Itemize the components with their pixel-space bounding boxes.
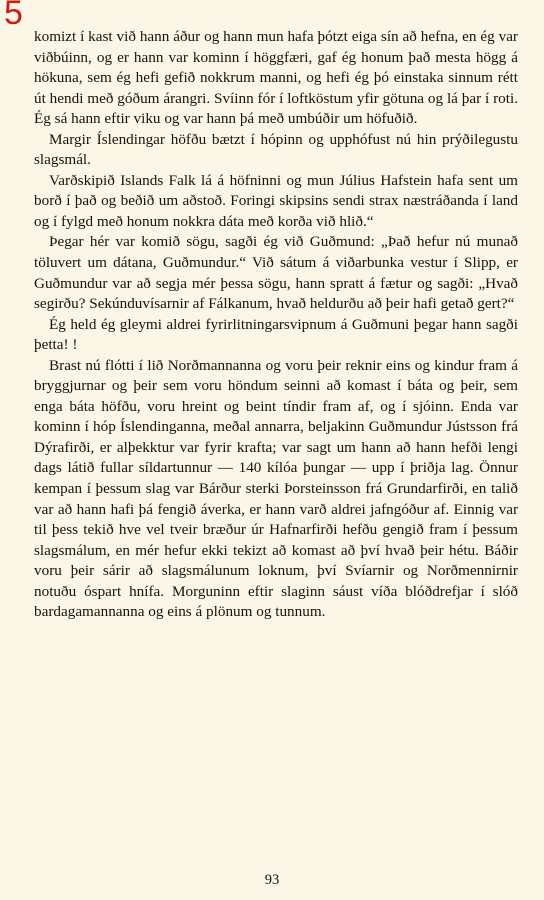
body-text xyxy=(34,27,518,623)
page-marker-number: 5 xyxy=(4,0,23,32)
paragraph-4: Þegar hér var komið sögu, sagði ég við Guðmund: „Það hefur nú munað töluvert um dátana, Guðmundur.“ Við sátum á viðarbunka vestur í Slipp, er Guðmundur var að segja mér þessa sögu, hann spratt á fætur og sagði: „Hvað segirðu? Sekúnduvísarnir af Fálkanum, hvað heldurðu að þeir hafi getað gert?“ xyxy=(34,233,518,313)
paragraph-3: Varðskipið Islands Falk lá á höfninni og mun Július Hafstein hafa sent um borð í það og beðið um aðstoð. Foringi skipsins sendi strax næstráðanda í land og í fylgd með honum nokkra dáta með korða við hlið.“ xyxy=(34,171,518,230)
paragraph-6: Brast nú flótti í lið Norðmannanna og voru þeir reknir eins og kindur fram á bryggjurnar og þeir sem voru höndum seinni að komast í báta og þeir, sem enga báta höfðu, voru hreint og beint tíndir fram af, og í sjóinn. Enda var kominn í hóp Íslendinganna, meðal annarra, beljakinn Guðmundur Jústsson frá Dýrafirði, er alþekktur var fyrir krafta; var sagt um hann að hann hefði lengi dags látið fullar síldartunnur — 140 kílóa þungar — upp í þriðja lag. Önnur kempan í þessum slag var Bárður sterki Þorsteinsson frá Grundarfirði, en talið var að hann hafi þá fengið áverka, er hann varð aldrei jafngóður af. Einnig var til þess tekið hve vel tveir bræður úr Hafnarfirði hefðu gengið fram í þessum slagsmálum, en mér hefur ekki tekizt að komast að því hvað þeir hétu. Báðir voru þeir sárir að slagsmálunum loknum, því Svíarnir og Norðmennirnir notuðu óspart hnífa. Morguninn eftir slaginn sáust víða blóðdrefjar í slóð bardagamannanna og eins á plönum og tunnum. xyxy=(34,356,518,621)
paragraph-2: Margir Íslendingar höfðu bætzt í hópinn og upphófust nú hin prýðilegustu slagsmál. xyxy=(34,130,518,169)
paragraph-1: komizt í kast við hann áður og hann mun hafa þótzt eiga sín að hefna, en ég var viðbúinn, og er hann var kominn í höggfæri, gaf ég honum það mesta högg á hökuna, sem ég hefi gefið nokkrum manni, og hefi ég þó einstaka sinnum rétt út hendi með góðum árangri. Svíinn fór í loftköstum yfir götuna og lá þar í roti. Ég sá hann eftir viku og var hann þá með umbúðir um höfuðið. xyxy=(34,28,518,128)
page-number: 93 xyxy=(264,872,280,888)
paragraph-5: Ég held ég gleymi aldrei fyrirlitningarsvipnum á Guðmuni þegar hann sagði þetta! ! xyxy=(34,315,518,354)
